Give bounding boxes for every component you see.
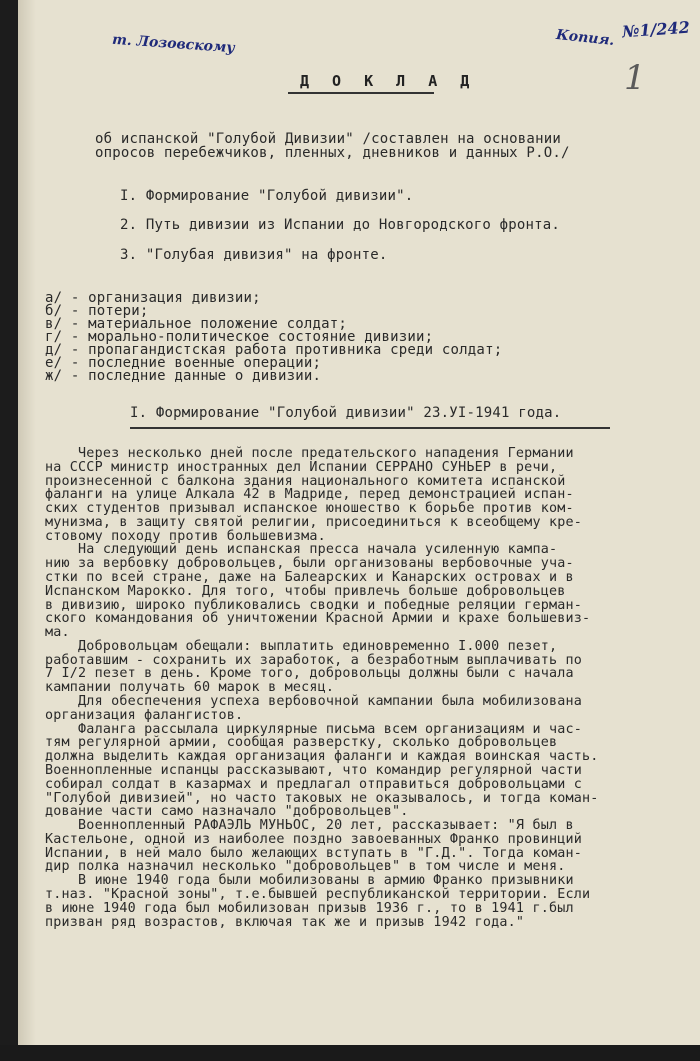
handwritten-addressee: т. Лозовскому — [111, 31, 236, 57]
body-line: в июне 1940 года был мобилизован призыв 1936 г., то в 1941 г.был — [45, 900, 574, 916]
body-line: тям регулярной армии, сообщая разверстку, сколько добровольцев — [45, 735, 558, 751]
body-line: Через несколько дней после предательского нападения Германии — [45, 446, 574, 461]
body-line: дир полка назначил несколько "добровольцев" в том числе и меня. — [45, 859, 566, 875]
body-line: на СССР министр иностранных дел Испании СЕРРАНО СУНЬЕР в речи, — [45, 459, 558, 475]
handwritten-number: №1/242 — [621, 17, 691, 42]
body-line: Для обеспечения успеха вербовочной кампании была мобилизована — [45, 694, 583, 710]
body-line: собирал солдат в казармах и предлагал отправиться добровольцами с — [45, 776, 583, 792]
handwritten-copy-mark: Копия. — [555, 26, 616, 50]
subitem-g: г/ - морально-политическое состояние дивизии; — [45, 329, 434, 345]
body-line: стовому походу против большевизма. — [45, 528, 326, 544]
body-line: "Голубой дивизией", но часто таковых не оказывалось, и тогда коман- — [45, 790, 599, 806]
title-underline — [288, 92, 434, 94]
body-line: произнесенной с балкона здания национального комитета испанской — [45, 473, 566, 489]
handwritten-page-number: 1 — [624, 58, 646, 98]
subitem-zh: ж/ - последние данные о дивизии. — [45, 368, 322, 384]
body-line: кампании получать 60 марок в месяц. — [45, 680, 335, 696]
body-line: Военнопленный РАФАЭЛЬ МУНЬОС, 20 лет, рассказывает: "Я был в — [45, 818, 574, 834]
body-line: должна выделить каждая организация фаланги и каждая воинская часть. — [45, 749, 599, 765]
subtitle-line-1: об испанской "Голубой Дивизии" /составлен на основании — [95, 131, 561, 147]
body-line: Кастельоне, одной из наиболее поздно завоеванных Франко провинций — [45, 831, 583, 847]
subitem-d: д/ - пропагандистская работа противника среди солдат; — [45, 342, 503, 358]
subtitle-line-2: опросов перебежчиков, пленных, дневников и данных Р.О./ — [95, 145, 570, 161]
body-line: фаланги на улице Алкала 42 в Мадриде, перед демонстрацией испан- — [45, 487, 574, 503]
body-line: Испанском Марокко. Для того, чтобы привлечь больше добровольцев — [45, 583, 566, 599]
body-line: дование части само назначало "добровольцев". — [45, 804, 409, 820]
body-line: нию за вербовку добровольцев, были организованы вербовочные уча- — [45, 556, 574, 572]
body-line: Добровольцам обещали: выплатить единовременно I.000 пезет, — [45, 638, 558, 654]
body-line: Испании, в ней мало было желающих вступать в "Г.Д.". Тогда коман- — [45, 845, 583, 861]
body-line: Военнопленные испанцы рассказывают, что командир регулярной части — [45, 762, 583, 778]
body-line: организация фалангистов. — [45, 707, 244, 723]
body-line: работавшим - сохранить их заработок, а безработным выплачивать по — [45, 652, 583, 668]
subitem-v: в/ - материальное положение солдат; — [45, 316, 348, 332]
subitem-e: е/ - последние военные операции; — [45, 355, 322, 371]
section-item-1: I. Формирование "Голубой дивизии". — [120, 188, 414, 204]
body-line: Фаланга рассылала циркулярные письма всем организациям и час- — [45, 721, 583, 737]
section-item-3: 3. "Голубая дивизия" на фронте. — [120, 247, 388, 263]
body-line: ского командования об уничтожении Красной Армии и крахе большевиз- — [45, 611, 591, 627]
body-line: ма. — [45, 625, 70, 641]
body-line: ских студентов призывал испанское юношество к борьбе против ком- — [45, 501, 574, 517]
section-item-2: 2. Путь дивизии из Испании до Новгородского фронта. — [120, 217, 561, 233]
page-title: Д О К Л А Д — [300, 72, 477, 90]
scan-bottom-edge — [0, 1045, 700, 1061]
section-heading: I. Формирование "Голубой дивизии" 23.УI-1941 года. — [130, 405, 562, 421]
subitem-b: б/ - потери; — [45, 303, 149, 319]
body-line: призван ряд возрастов, включая так же и призыв 1942 года." — [45, 914, 525, 930]
body-line: в дивизию, широко публиковались сводки и победные реляции герман- — [45, 597, 583, 613]
body-line: В июне 1940 года были мобилизованы в армию Франко призывники — [45, 873, 574, 889]
body-line: т.наз. "Красной зоны", т.е.бывшей республиканской территории. Если — [45, 886, 591, 902]
body-line: 7 I/2 пезет в день. Кроме того, добровольцы должны были с начала — [45, 666, 574, 682]
body-line: стки по всей стране, даже на Балеарских и Канарских островах и в — [45, 570, 574, 586]
section-heading-underline — [130, 427, 610, 429]
scan-edge — [0, 0, 18, 1061]
subitem-a: а/ - организация дивизии; — [45, 290, 261, 306]
body-line: мунизма, в защиту святой религии, присоединиться к всеобщему кре- — [45, 514, 583, 530]
body-line: На следующий день испанская пресса начала усиленную кампа- — [45, 542, 558, 558]
